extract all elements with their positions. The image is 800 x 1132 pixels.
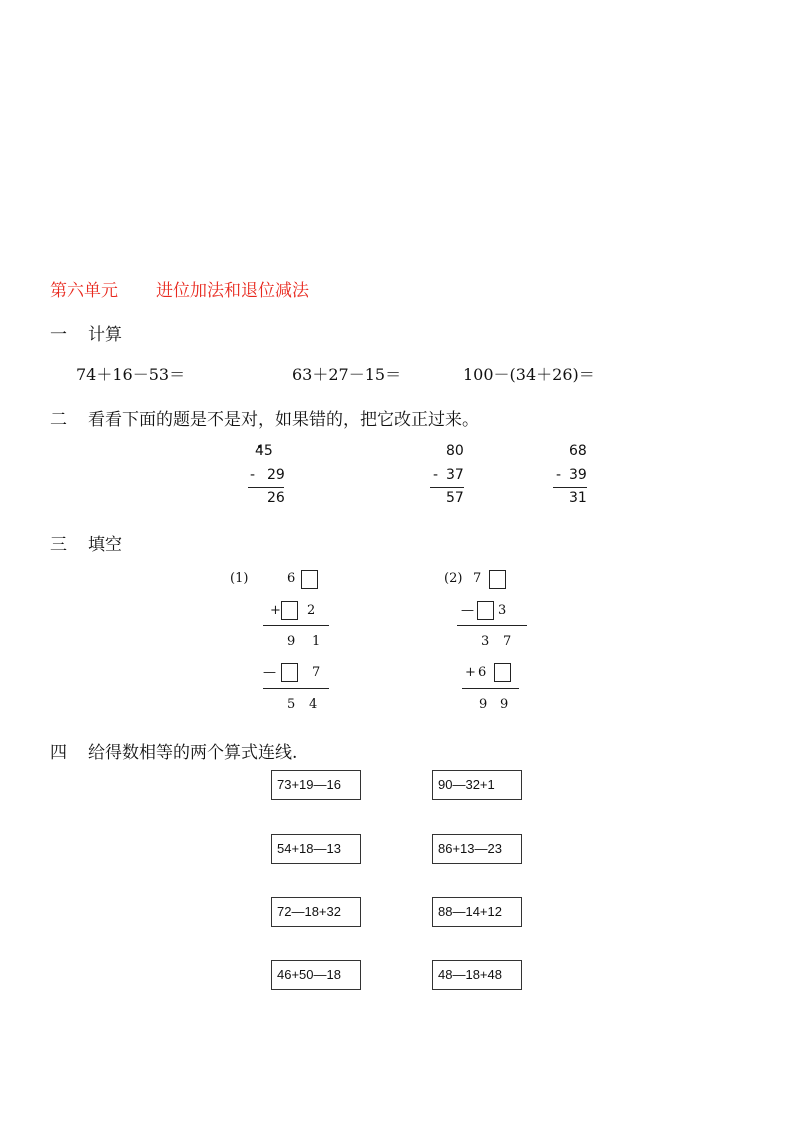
fill-problem-1-rule <box>263 625 329 626</box>
match-right-3[interactable]: 88—14+12 <box>432 897 522 927</box>
check-problem-2-result: 57 <box>446 490 464 506</box>
calc-expression-2: 63＋27－15＝ <box>292 365 402 384</box>
answer-blank[interactable] <box>301 570 318 589</box>
answer-blank[interactable] <box>494 663 511 682</box>
check-problem-2-rule <box>430 487 464 488</box>
check-problem-3-operator: - <box>556 467 562 483</box>
match-left-4[interactable]: 46+50—18 <box>271 960 361 990</box>
check-problem-1-top: 45 <box>255 443 273 459</box>
fill-problem-2-plus: + <box>465 665 476 680</box>
answer-blank[interactable] <box>281 663 298 682</box>
check-problem-2-operator: - <box>433 467 439 483</box>
calc-expression-1: 74＋16－53＝ <box>76 365 186 384</box>
fill-problem-2-digit: 9 <box>500 697 509 712</box>
check-problem-1-rule <box>248 487 284 488</box>
fill-problem-1-digit: 1 <box>312 634 321 649</box>
fill-problem-1-digit: 2 <box>307 603 316 618</box>
section-2-label: 看看下面的题是不是对，如果错的，把它改正过来。 <box>88 410 479 430</box>
section-3-number: 三 <box>50 535 67 555</box>
fill-problem-2-digit: 7 <box>503 634 512 649</box>
fill-problem-1-digit: 6 <box>287 571 296 586</box>
match-right-1[interactable]: 90—32+1 <box>432 770 522 800</box>
unit-topic: 进位加法和退位减法 <box>156 281 309 301</box>
section-2-number: 二 <box>50 410 67 430</box>
answer-blank[interactable] <box>281 601 298 620</box>
check-problem-3-result: 31 <box>569 490 587 506</box>
fill-problem-2-digit: 3 <box>481 634 490 649</box>
answer-blank[interactable] <box>477 601 494 620</box>
check-problem-1-operator: - <box>250 467 256 483</box>
fill-problem-1-digit: 4 <box>309 697 318 712</box>
match-left-1[interactable]: 73+19—16 <box>271 770 361 800</box>
fill-problem-2-rule <box>457 625 527 626</box>
section-3-heading <box>50 530 122 555</box>
section-1-heading <box>50 320 122 345</box>
section-4-heading <box>50 738 297 763</box>
fill-problem-1-digit: 5 <box>287 697 296 712</box>
check-problem-3-rule <box>553 487 587 488</box>
match-right-2[interactable]: 86+13—23 <box>432 834 522 864</box>
match-right-4[interactable]: 48—18+48 <box>432 960 522 990</box>
fill-problem-1-tag: (1) <box>230 571 249 586</box>
section-3-label: 填空 <box>88 535 122 555</box>
fill-problem-2-rule <box>462 688 519 689</box>
fill-problem-1-rule <box>263 688 329 689</box>
check-problem-1-result: 26 <box>267 490 285 506</box>
match-left-3[interactable]: 72—18+32 <box>271 897 361 927</box>
match-left-2[interactable]: 54+18—13 <box>271 834 361 864</box>
check-problem-1-bottom: 29 <box>267 467 285 483</box>
unit-title <box>50 276 309 301</box>
fill-problem-2-tag: (2) <box>444 571 463 586</box>
section-1-number: 一 <box>50 325 67 345</box>
fill-problem-2-digit: 9 <box>479 697 488 712</box>
unit-number: 第六单元 <box>50 281 118 301</box>
section-1-label: 计算 <box>88 325 122 345</box>
calc-expression-3: 100－(34＋26)＝ <box>463 365 595 384</box>
fill-problem-1-digit: 9 <box>287 634 296 649</box>
check-problem-2-top: 80 <box>446 443 464 459</box>
check-problem-3-top: 68 <box>569 443 587 459</box>
section-4-number: 四 <box>50 743 67 763</box>
fill-problem-2-digit: 3 <box>498 603 507 618</box>
section-2-heading <box>50 405 479 430</box>
fill-problem-2-minus: — <box>461 603 474 618</box>
answer-blank[interactable] <box>489 570 506 589</box>
fill-problem-2-digit: 7 <box>473 571 482 586</box>
check-problem-2-bottom: 37 <box>446 467 464 483</box>
section-4-label: 给得数相等的两个算式连线. <box>88 743 298 763</box>
check-problem-3-bottom: 39 <box>569 467 587 483</box>
fill-problem-2-digit: 6 <box>478 665 487 680</box>
fill-problem-1-digit: 7 <box>312 665 321 680</box>
fill-problem-1-plus: + <box>270 603 281 618</box>
fill-problem-1-minus: — <box>263 665 276 680</box>
